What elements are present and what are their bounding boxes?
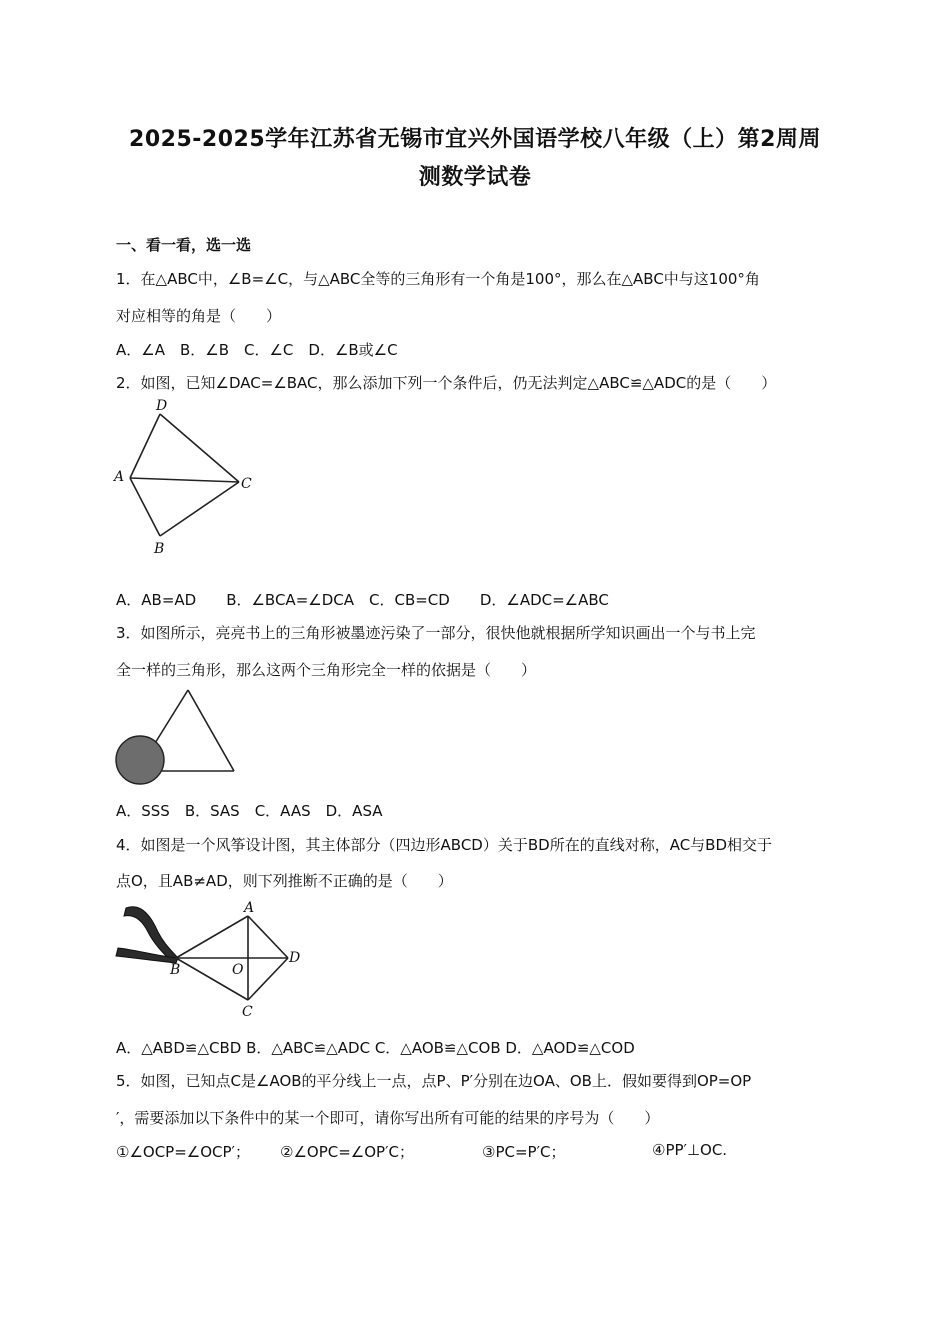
q4-label-A: A [244,900,255,916]
q5-condition-1: ①∠OCP=∠OCP′； [116,1143,250,1161]
q2-segment-DC [160,414,239,482]
q2-options: A．AB=AD B．∠BCA=∠DCA C．CB=CD D．∠ADC=∠ABC [116,591,609,609]
q4-segment-BA [176,916,248,958]
q2-text-line1: 2．如图，已知∠DAC=∠BAC，那么添加下列一个条件后，仍无法判定△ABC≌△ADC的是（ ） [116,374,777,392]
q3-text-line2: 全一样的三角形，那么这两个三角形完全一样的依据是（ ） [116,661,537,679]
q4-options: A．△ABD≌△CBD B．△ABC≌△ADC C．△AOB≌△COB D．△AOD≌△COD [116,1039,635,1057]
q2-label-A: A [114,469,125,485]
q3-triangle-right-side [188,690,234,771]
q3-triangle-left-side [152,690,188,748]
q4-segment-DC [248,958,288,1000]
q4-label-C: C [242,1004,253,1020]
q4-kite-figure [112,896,304,1020]
q4-label-D: D [289,950,301,966]
title-line-2: 测数学试卷 [418,165,532,190]
q3-options: A．SSS B．SAS C．AAS D．ASA [116,802,383,820]
q3-figure [110,686,240,788]
q3-text-line1: 3．如图所示，亮亮书上的三角形被墨迹污染了一部分，很快他就根据所学知识画出一个与书上完 [116,624,756,642]
q2-figure [112,396,257,558]
q5-condition-3: ③PC=P′C； [482,1143,566,1161]
q2-segment-AC [130,478,239,482]
q2-segment-AB [130,478,160,536]
q2-segment-AD [130,414,160,478]
q4-label-O: O [232,962,244,978]
q4-segment-AD [248,916,288,958]
q4-label-B: B [170,962,181,978]
q1-text-line1: 1．在△ABC中，∠B=∠C，与△ABC全等的三角形有一个角是100°，那么在△ABC中与这100°角 [116,270,760,288]
title-line-1: 2025-2025学年江苏省无锡市宜兴外国语学校八年级（上）第2周周 [129,127,821,152]
q3-ink-blot [116,736,164,784]
section-heading: 一、看一看，选一选 [116,236,252,254]
q2-label-D: D [156,398,168,414]
q5-text-line1: 5．如图，已知点C是∠AOB的平分线上一点，点P、P′分别在边OA、OB上．假如要得到OP=OP [116,1072,752,1090]
q2-segment-BC [160,482,239,536]
q4-text-line1: 4．如图是一个风筝设计图，其主体部分（四边形ABCD）关于BD所在的直线对称，AC与BD相交于 [116,836,773,854]
q5-condition-2: ②∠OPC=∠OP′C； [280,1143,414,1161]
q2-label-B: B [154,541,165,557]
q4-text-line2: 点O，且AB≠AD，则下列推断不正确的是（ ） [116,872,453,890]
q1-options: A．∠A B．∠B C．∠C D．∠B或∠C [116,341,398,359]
q2-label-C: C [241,476,252,492]
q5-text-line2: ′，需要添加以下条件中的某一个即可，请你写出所有可能的结果的序号为（ ） [116,1109,660,1127]
q1-text-line2: 对应相等的角是（ ） [116,307,282,325]
q5-condition-4: ④PP′⊥OC. [652,1141,728,1159]
